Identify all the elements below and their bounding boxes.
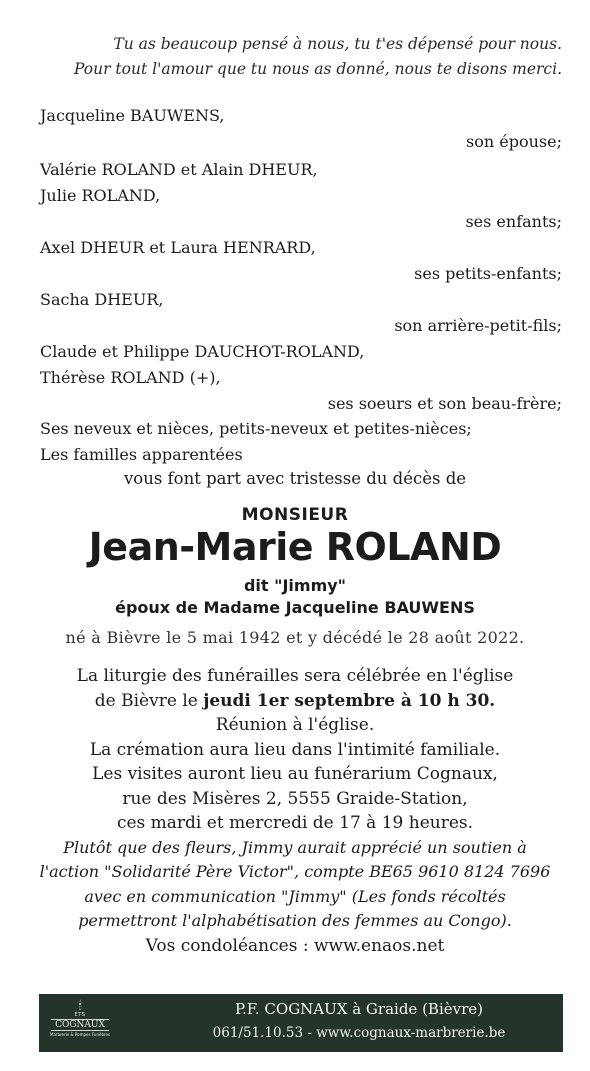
funeral-line: Les visites auront lieu au funérarium Cognaux, bbox=[92, 764, 498, 784]
family-group-grandchildren bbox=[40, 235, 562, 287]
logo-ets: ETS bbox=[74, 1012, 86, 1018]
announcement: vous font part avec tristesse du décès de bbox=[123, 469, 467, 488]
family-group-great-grandchild bbox=[40, 287, 562, 339]
flame-icon: 🕯 bbox=[78, 999, 82, 1012]
quote-line-1: Tu as beaucoup pensé à nous, tu t'es dépensé pour nous. bbox=[113, 35, 562, 53]
family-name: Julie ROLAND, bbox=[40, 186, 161, 205]
family-name: Sacha DHEUR, bbox=[40, 290, 164, 309]
logo-brand: COGNAUX bbox=[51, 1019, 109, 1031]
funeral-home-contact: 061/51.10.53 - www.cognaux-marbrerie.be bbox=[212, 1025, 506, 1041]
funeral-home-name: P.F. COGNAUX à Graide (Bièvre) bbox=[234, 1000, 483, 1018]
deceased-spouse: époux de Madame Jacqueline BAUWENS bbox=[115, 598, 475, 617]
family-relation: son arrière-petit-fils; bbox=[394, 316, 562, 335]
family-group-spouse bbox=[40, 103, 562, 155]
funeral-date: jeudi 1er septembre à 10 h 30. bbox=[203, 690, 496, 711]
logo-subtitle: Marbrerie & Pompes Funèbres bbox=[49, 1032, 111, 1037]
family-name: Jacqueline BAUWENS, bbox=[40, 106, 225, 125]
donation-line: l'action "Solidarité Père Victor", compte BE65 9610 8124 7696 bbox=[39, 862, 551, 881]
deceased-name: Jean-Marie ROLAND bbox=[88, 525, 502, 569]
family-group-children bbox=[40, 157, 562, 235]
family-group-siblings bbox=[40, 339, 562, 417]
funeral-date-prefix: de Bièvre le bbox=[94, 690, 204, 711]
funeral-line: La liturgie des funérailles sera célébrée en l'église bbox=[76, 666, 514, 686]
family-relation: ses enfants; bbox=[465, 212, 562, 231]
funeral-line: rue des Misères 2, 5555 Graide-Station, bbox=[122, 788, 468, 809]
deceased-title: MONSIEUR bbox=[241, 505, 349, 525]
birth-death-dates: né à Bièvre le 5 mai 1942 et y décédé le 28 août 2022. bbox=[65, 628, 525, 647]
funeral-home-banner bbox=[39, 994, 563, 1052]
funeral-date-line bbox=[0, 689, 590, 714]
deceased-nickname: dit "Jimmy" bbox=[243, 576, 347, 595]
funeral-line: Réunion à l'église. bbox=[215, 715, 375, 735]
family-name: Claude et Philippe DAUCHOT-ROLAND, bbox=[40, 342, 365, 361]
family-name: Valérie ROLAND et Alain DHEUR, bbox=[40, 160, 318, 179]
family-name: Axel DHEUR et Laura HENRARD, bbox=[40, 238, 316, 257]
family-name: Thérèse ROLAND (+), bbox=[40, 368, 221, 387]
donation-line: permettront l'alphabétisation des femmes au Congo). bbox=[78, 911, 512, 930]
family-group-others bbox=[40, 416, 562, 468]
condolences-line: Vos condoléances : www.enaos.net bbox=[145, 935, 445, 956]
family-relation: ses petits-enfants; bbox=[414, 264, 562, 283]
funeral-line: La crémation aura lieu dans l'intimité familiale. bbox=[89, 739, 501, 760]
family-relation: son épouse; bbox=[466, 132, 562, 151]
funeral-line: ces mardi et mercredi de 17 à 19 heures. bbox=[116, 813, 474, 833]
family-name: Ses neveux et nièces, petits-neveux et petites-nièces; bbox=[40, 419, 472, 438]
donation-line: avec en communication "Jimmy" (Les fonds récoltés bbox=[84, 886, 506, 906]
family-name: Les familles apparentées bbox=[40, 445, 243, 464]
epigraph-quote bbox=[74, 32, 562, 82]
cognaux-logo bbox=[45, 1000, 115, 1046]
quote-line-2: Pour tout l'amour que tu nous as donné, nous te disons merci. bbox=[73, 60, 562, 78]
donation-line: Plutôt que des fleurs, Jimmy aurait apprécié un soutien à bbox=[63, 837, 527, 857]
funeral-info bbox=[0, 664, 590, 958]
family-relation: ses soeurs et son beau-frère; bbox=[327, 394, 562, 413]
